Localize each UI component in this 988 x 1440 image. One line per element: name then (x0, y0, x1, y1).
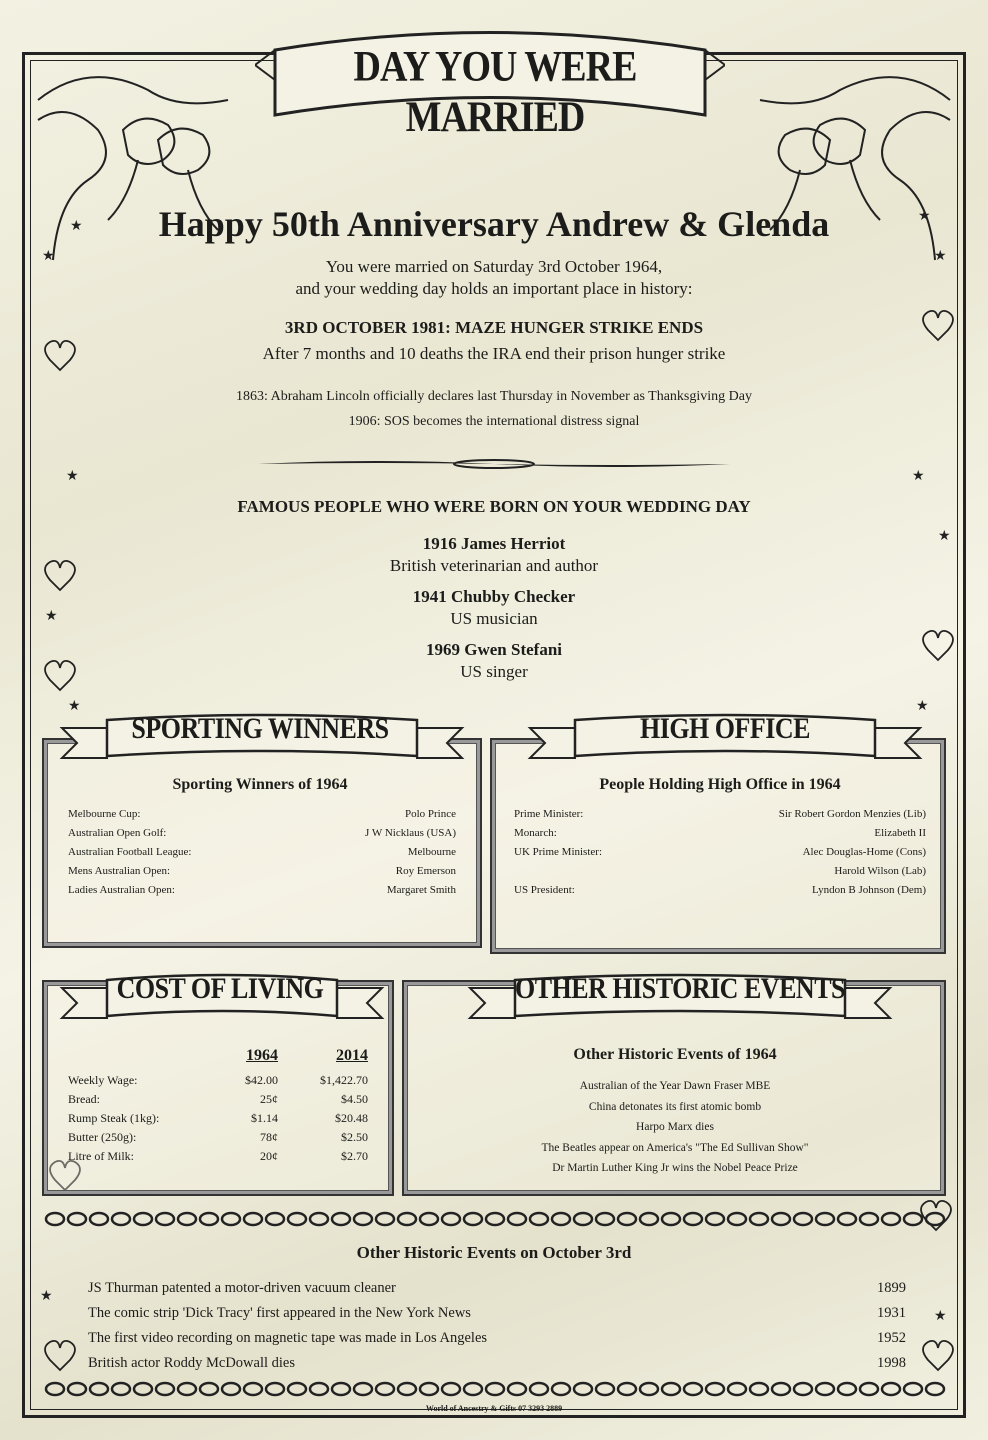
svg-text:★: ★ (934, 248, 947, 264)
other-events-list (0, 384, 988, 434)
list-item (88, 1326, 906, 1351)
svg-text:★: ★ (42, 248, 55, 264)
other-event: 1906: SOS becomes the international distress signal (348, 414, 640, 429)
famous-person-desc: US musician (450, 609, 538, 628)
svg-text:★: ★ (66, 468, 79, 484)
page-title: DAY YOU WERE MARRIED (353, 42, 637, 142)
cost-2014: $2.50 (341, 1130, 368, 1144)
ornamental-divider (258, 456, 730, 472)
historic-title: Other Historic Events of 1964 (573, 1046, 777, 1063)
event-year: 1931 (877, 1305, 906, 1321)
high-office-title: People Holding High Office in 1964 (599, 776, 841, 793)
row-value: Sir Robert Gordon Menzies (Lib) (778, 808, 926, 820)
intro-line-2: and your wedding day holds an important place in history: (295, 279, 693, 298)
sporting-title: Sporting Winners of 1964 (172, 776, 348, 793)
headline: Happy 50th Anniversary Andrew & Glenda (158, 204, 830, 244)
famous-person-name: 1941 Chubby Checker (412, 587, 576, 606)
table-row (514, 805, 926, 824)
historic-list (420, 1076, 930, 1179)
table-row (68, 1090, 368, 1109)
famous-person-desc: US singer (460, 662, 528, 681)
other-event: 1863: Abraham Lincoln officially declares last Thursday in November as Thanksgiving Day (236, 389, 752, 404)
cost-1964: 25¢ (260, 1092, 278, 1106)
october-events-title: Other Historic Events on October 3rd (356, 1243, 632, 1262)
cost-2014: $20.48 (335, 1111, 368, 1125)
cost-2014: $2.70 (341, 1149, 368, 1163)
list-item (88, 1301, 906, 1326)
list-item: Dr Martin Luther King Jr wins the Nobel Peace Prize (552, 1162, 798, 1174)
event-year: 1998 (877, 1355, 906, 1371)
row-value: Margaret Smith (386, 884, 456, 896)
sporting-table (68, 805, 456, 900)
event-text: The comic strip 'Dick Tracy' first appeared in the New York News (88, 1305, 471, 1321)
cost-2014: $4.50 (341, 1092, 368, 1106)
row-value: Polo Prince (404, 808, 456, 820)
table-row (68, 881, 456, 900)
svg-text:★: ★ (938, 528, 951, 544)
row-label: Mens Australian Open: (68, 865, 171, 877)
svg-text:★: ★ (68, 698, 81, 714)
famous-people-heading: FAMOUS PEOPLE WHO WERE BORN ON YOUR WEDDING DAY (237, 497, 751, 516)
chain-border-top (44, 1210, 946, 1228)
famous-person-name: 1916 James Herriot (422, 534, 566, 553)
table-row (68, 1128, 368, 1147)
event-text: JS Thurman patented a motor-driven vacuum cleaner (88, 1280, 396, 1296)
cost-col-2014: 2014 (336, 1047, 368, 1064)
row-label: Monarch: (514, 827, 557, 839)
svg-text:★: ★ (918, 208, 931, 224)
high-office-banner: HIGH OFFICE (639, 711, 810, 746)
table-row (514, 881, 926, 900)
svg-text:★: ★ (912, 468, 925, 484)
cost-item: Butter (250g): (68, 1130, 137, 1144)
chain-border-bottom (44, 1380, 946, 1398)
cost-item: Bread: (68, 1092, 100, 1106)
svg-text:★: ★ (934, 1308, 947, 1324)
row-value: Alec Douglas-Home (Cons) (802, 846, 926, 858)
intro-text (0, 256, 988, 300)
table-header-row (68, 1046, 368, 1071)
cost-item: Weekly Wage: (68, 1073, 138, 1087)
table-row (68, 843, 456, 862)
svg-text:★: ★ (40, 1288, 53, 1304)
row-label: Ladies Australian Open: (68, 884, 175, 896)
cost-1964: $1.14 (251, 1111, 278, 1125)
list-item: Australian of the Year Dawn Fraser MBE (579, 1080, 771, 1092)
list-item: Harpo Marx dies (636, 1121, 714, 1133)
row-label: UK Prime Minister: (514, 846, 602, 858)
row-label: Melbourne Cup: (68, 808, 141, 820)
event-text: The first video recording on magnetic tape was made in Los Angeles (88, 1330, 488, 1346)
famous-people-list (0, 533, 988, 692)
svg-text:★: ★ (70, 218, 83, 234)
famous-person (0, 639, 988, 683)
row-label: Australian Football League: (68, 846, 192, 858)
event-text: British actor Roddy McDowall dies (88, 1355, 296, 1371)
intro-line-1: You were married on Saturday 3rd October 1964, (325, 257, 663, 276)
cost-item: Litre of Milk: (68, 1149, 134, 1163)
cost-banner: COST OF LIVING (116, 971, 324, 1006)
row-value: Lyndon B Johnson (Dem) (812, 884, 926, 896)
famous-person-name: 1969 Gwen Stefani (426, 640, 562, 659)
famous-person (0, 533, 988, 577)
cost-1964: $42.00 (245, 1073, 278, 1087)
main-event-heading: 3RD OCTOBER 1981: MAZE HUNGER STRIKE ENDS (284, 318, 704, 337)
table-row (68, 1071, 368, 1090)
high-office-table (514, 805, 926, 900)
event-year: 1899 (877, 1280, 906, 1296)
row-value: Harold Wilson (Lab) (834, 865, 926, 877)
footer-credit: World of Ancestry & Gifts 07 3293 2889 (425, 1404, 563, 1413)
row-label: US President: (514, 884, 575, 896)
table-row (68, 1109, 368, 1128)
table-row (514, 862, 926, 881)
table-row (514, 824, 926, 843)
famous-person (0, 586, 988, 630)
main-event-text: After 7 months and 10 deaths the IRA end their prison hunger strike (262, 344, 726, 363)
famous-person-desc: British veterinarian and author (389, 556, 599, 575)
row-value: Roy Emerson (395, 865, 456, 877)
table-row (68, 1147, 368, 1166)
table-row (68, 824, 456, 843)
cost-2014: $1,422.70 (320, 1073, 368, 1087)
cost-table (68, 1046, 368, 1166)
table-row (68, 805, 456, 824)
row-label: Australian Open Golf: (68, 827, 167, 839)
row-value: Melbourne (407, 846, 456, 858)
list-item (88, 1351, 906, 1376)
svg-text:★: ★ (916, 698, 929, 714)
cost-1964: 78¢ (260, 1130, 278, 1144)
sporting-banner: SPORTING WINNERS (131, 711, 389, 746)
list-item: China detonates its first atomic bomb (588, 1100, 762, 1113)
svg-text:★: ★ (45, 608, 58, 624)
october-events-list (88, 1276, 906, 1376)
list-item: The Beatles appear on America's "The Ed Sullivan Show" (541, 1141, 809, 1154)
table-row (514, 843, 926, 862)
cost-1964: 20¢ (260, 1149, 278, 1163)
event-year: 1952 (877, 1330, 906, 1346)
row-value: J W Nicklaus (USA) (365, 827, 456, 839)
cost-col-1964: 1964 (246, 1047, 278, 1064)
cost-item: Rump Steak (1kg): (68, 1111, 160, 1125)
list-item (88, 1276, 906, 1301)
historic-banner: OTHER HISTORIC EVENTS (514, 971, 845, 1006)
row-value: Elizabeth II (874, 827, 926, 839)
table-row (68, 862, 456, 881)
cost-item-header (68, 1046, 208, 1071)
row-label: Prime Minister: (514, 808, 584, 820)
